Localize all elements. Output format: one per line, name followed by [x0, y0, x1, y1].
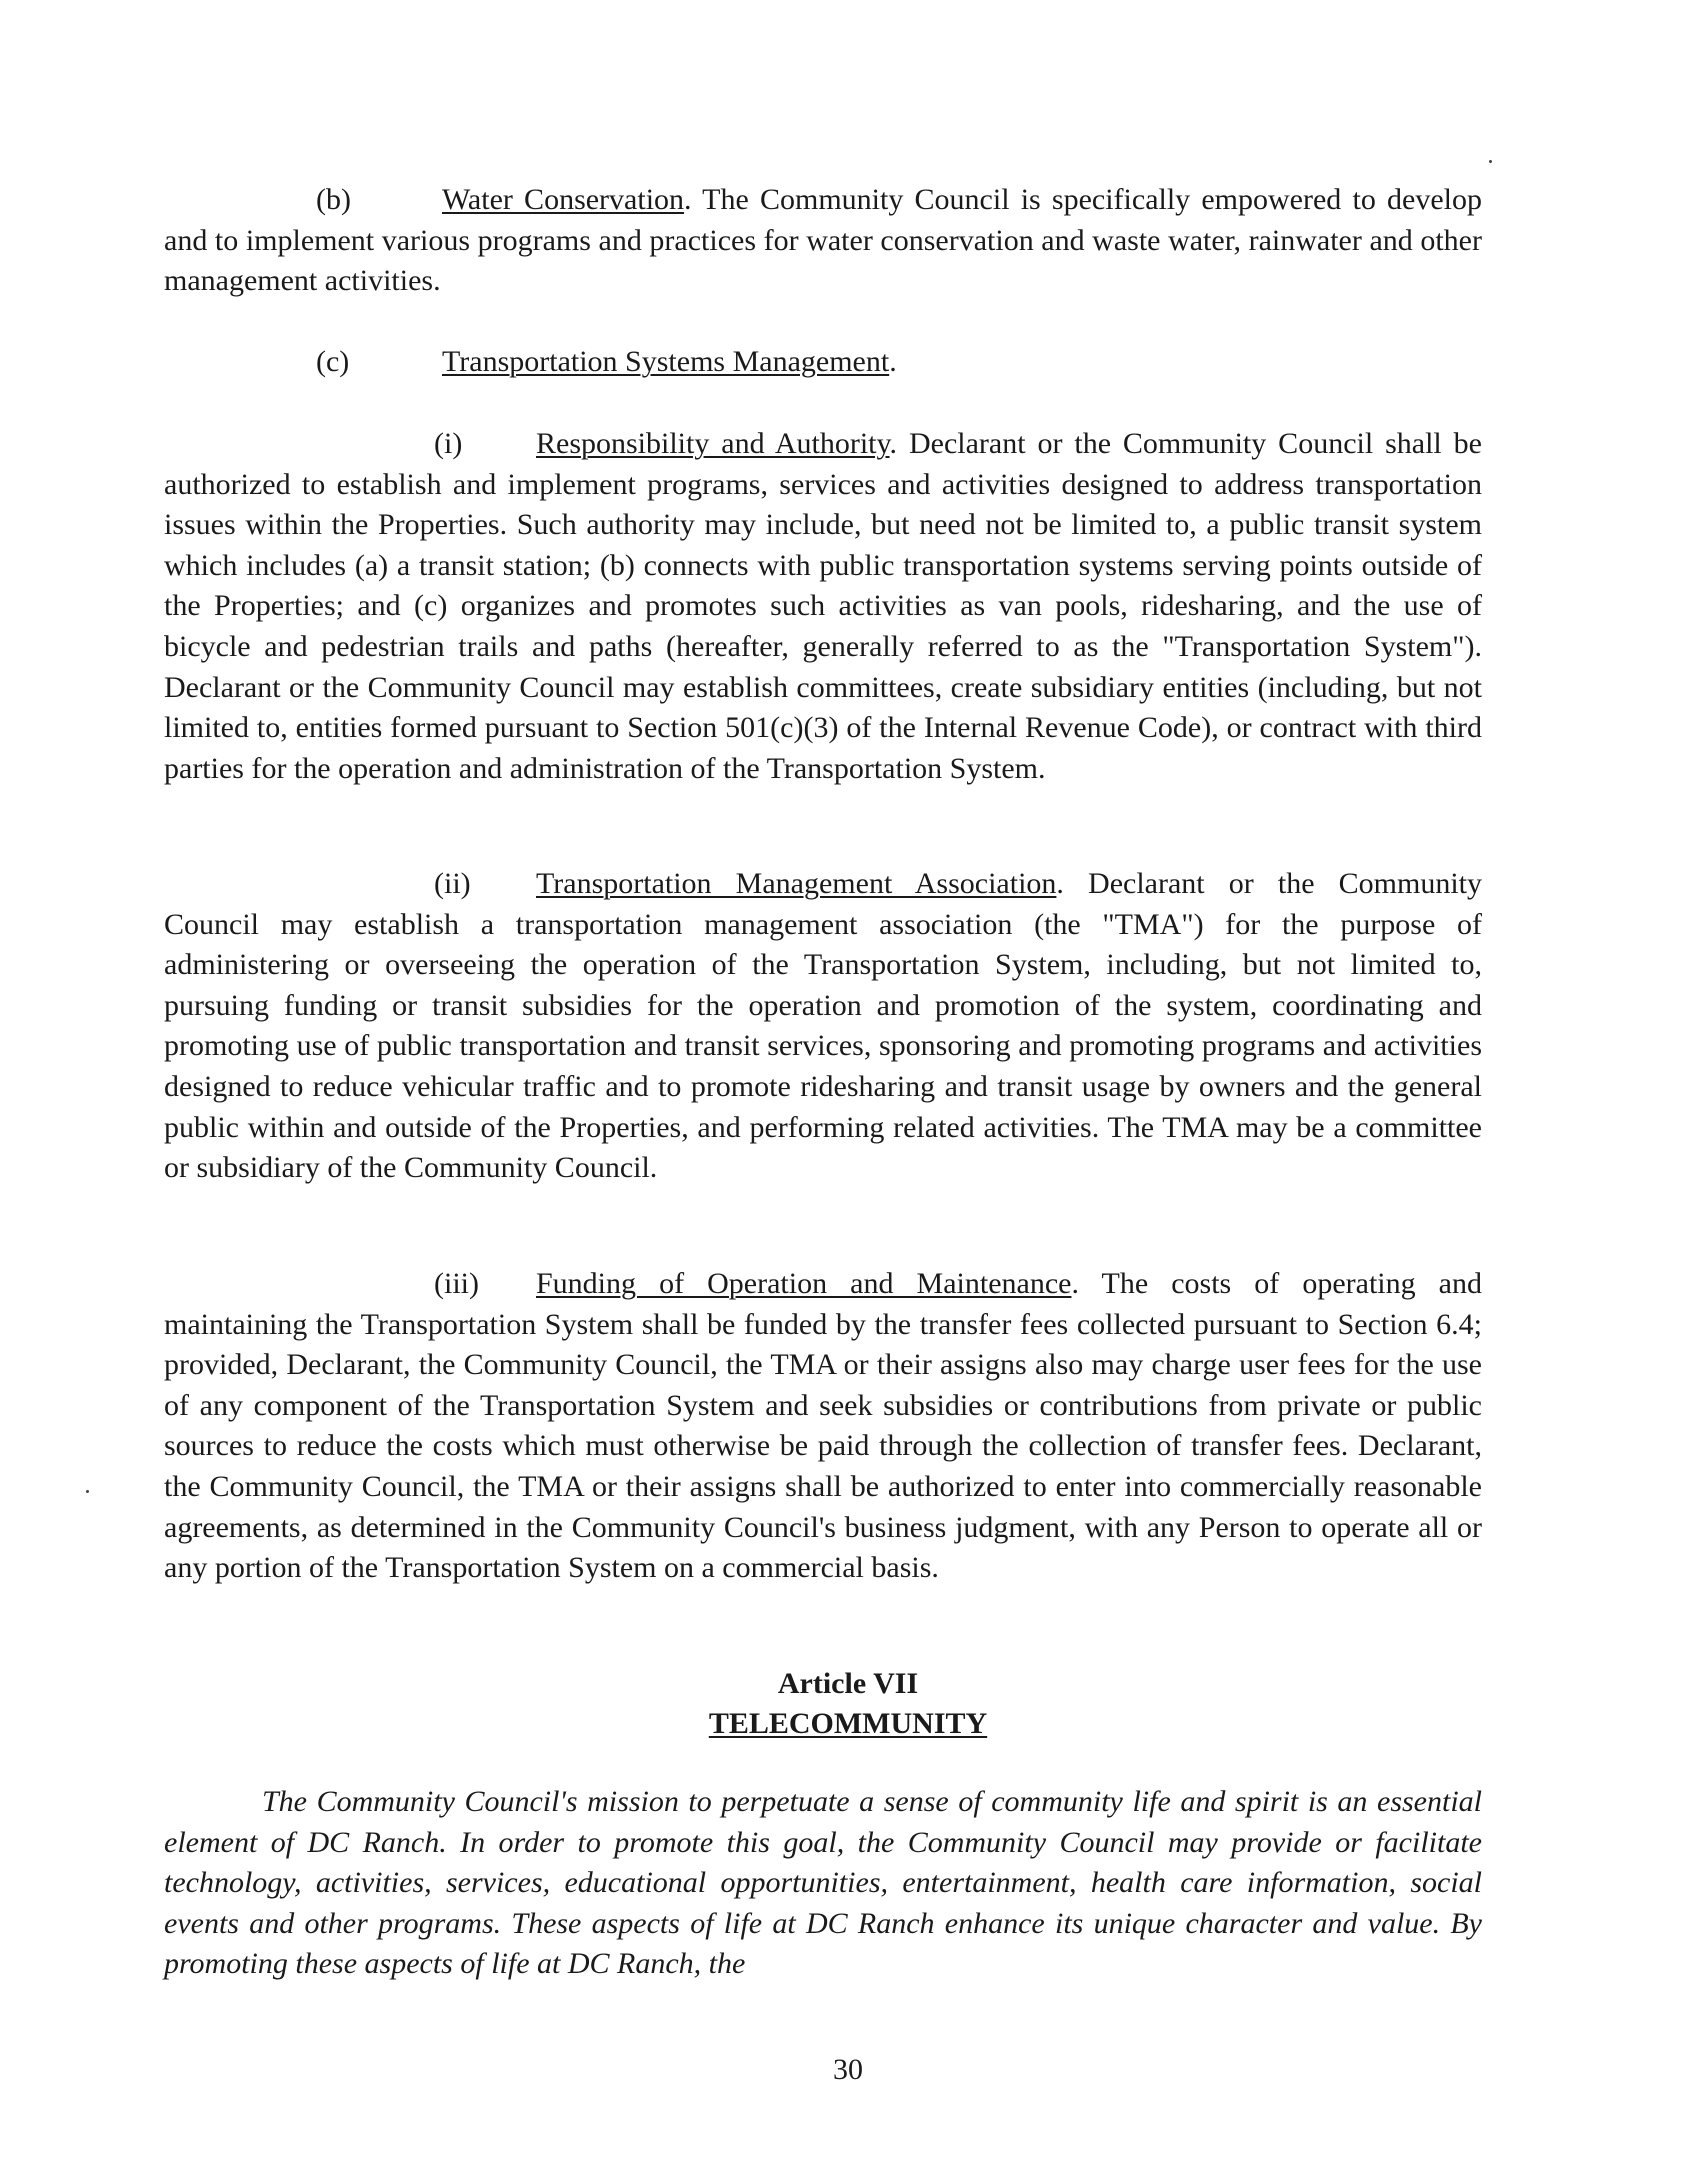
responsibility-text: . Declarant or the Community Council shall be authorized to establish and implement programs, services and activities designed to address transportation issues within the Properties. Such authority may include, but need not be limited to, a public transit system which includes (a) a transit station; (b) connects with public transportation systems serving points outside of the Properties; and (c) organizes and promotes such activities as van pools, ridesharing, and the use of bicycle and pedestrian trails and paths (hereafter, generally referred to as the "Transportation System"). Declarant or the Community Council may establish committees, create subsidiary entities (including, but not limited to, entities formed pursuant to Section 501(c)(3) of the Internal Revenue Code), or contract with third parties for the operation and administration of the Transportation System. — [164, 427, 1482, 785]
scan-speck — [86, 1490, 89, 1493]
responsibility-paragraph — [164, 424, 1482, 789]
tma-paragraph — [164, 864, 1482, 1189]
transport-label: (c) — [316, 345, 350, 378]
transport-heading: Transportation Systems Management — [442, 345, 890, 378]
water-text: . The Community Council is specifically empowered to develop and to implement various programs and practices for water conservation and waste water, rainwater and other management activities. — [164, 183, 1482, 298]
transport-heading-end: . — [889, 345, 897, 378]
mission-paragraph: The Community Council's mission to perpetuate a sense of community life and spirit is an essential element of DC Ranch. In order to promote this goal, the Community Council may provide or facilitate technology, activities, services, educational opportunities, entertainment, health care information, social events and other programs. These aspects of life at DC Ranch enhance its unique character and value. By promoting these aspects of life at DC Ranch, the — [164, 1785, 1482, 1981]
scan-speck — [1489, 160, 1492, 163]
tma-label: (ii) — [434, 867, 471, 900]
funding-paragraph — [164, 1264, 1482, 1589]
water-heading: Water Conservation — [442, 183, 685, 216]
article-title: TELECOMMUNITY — [708, 1707, 988, 1740]
water-conservation-paragraph — [164, 180, 1482, 302]
water-label: (b) — [316, 183, 351, 216]
article-number: Article VII — [777, 1667, 919, 1700]
tma-heading: Transportation Management Association — [536, 867, 1057, 900]
responsibility-heading: Responsibility and Authority — [536, 427, 890, 460]
responsibility-label: (i) — [434, 427, 463, 460]
tma-text: . Declarant or the Community Council may establish a transportation management association (the "TMA") for the purpose of administering or overseeing the operation of the Transportation System, including, but not limited to, pursuing funding or transit subsidies for the operation and promotion of the system, coordinating and promoting use of public transportation and transit services, sponsoring and promoting programs and activities designed to reduce vehicular traffic and to promote ridesharing and transit usage by owners and the general public within and outside of the Properties, and performing related activities. The TMA may be a committee or subsidiary of the Community Council. — [164, 867, 1482, 1185]
page-number: 30 — [833, 2053, 863, 2086]
transport-heading-line — [316, 342, 897, 383]
funding-text: . The costs of operating and maintaining the Transportation System shall be funded by the transfer fees collected pursuant to Section 6.4; provided, Declarant, the Community Council, the TMA or their assigns also may charge user fees for the use of any component of the Transportation System and seek subsidies or contributions from private or public sources to reduce the costs which must otherwise be paid through the collection of transfer fees. Declarant, the Community Council, the TMA or their assigns shall be authorized to enter into commercially reasonable agreements, as determined in the Community Council's business judgment, with any Person to operate all or any portion of the Transportation System on a commercial basis. — [164, 1267, 1482, 1585]
funding-label: (iii) — [434, 1267, 479, 1300]
funding-heading: Funding of Operation and Maintenance — [536, 1267, 1072, 1300]
